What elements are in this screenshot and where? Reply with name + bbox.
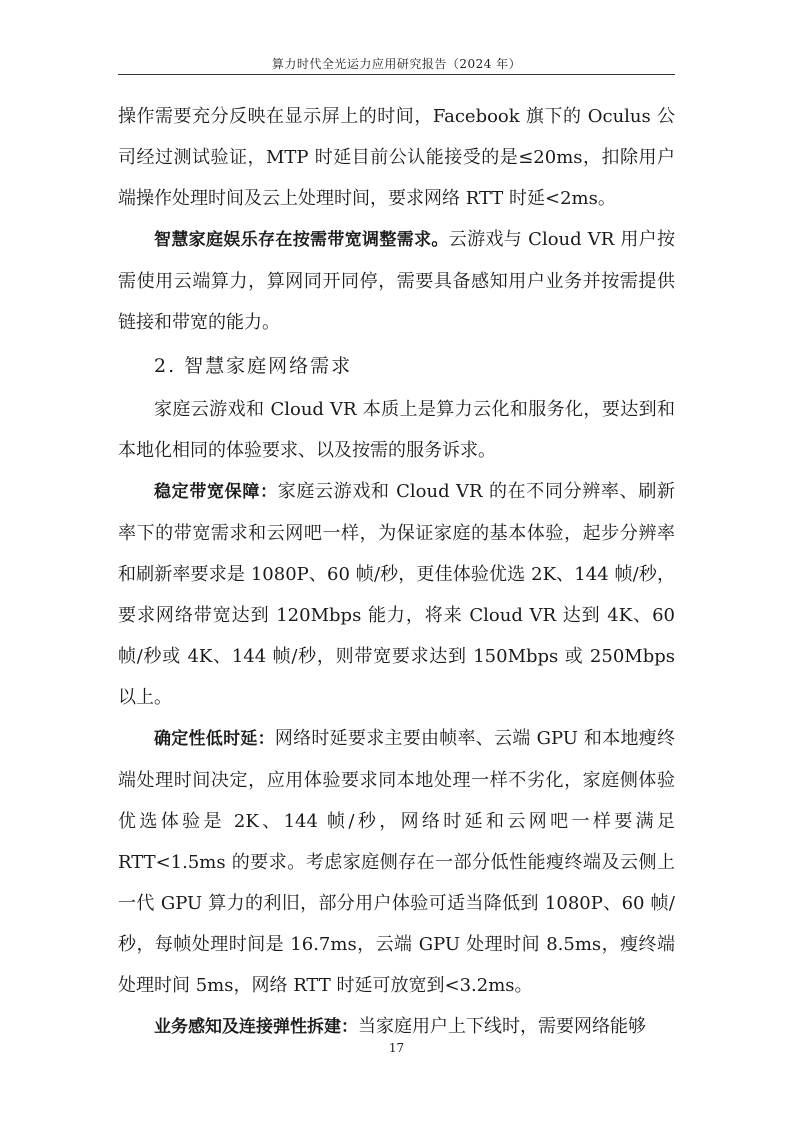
- paragraph-text: 网络时延要求主要由帧率、云端 GPU 和本地瘦终端处理时间决定，应用体验要求同本地处理一样不劣化，家庭侧体验优选体验是 2K、144 帧/秒，网络时延和云网吧一样要满足 RTT<1.5ms 的要求。考虑家庭侧存在一部分低性能瘦终端及云侧上一代 GPU 算力的利旧，部分用户体验可适当降低到 1080P、60 帧/秒，每帧处理时间是 16.7ms，云端 GPU 处理时间 8.5ms，瘦终端处理时间 5ms，网络 RTT 时延可放宽到<3.2ms。: [118, 728, 675, 996]
- paragraph-on-demand-bandwidth: [118, 219, 675, 343]
- page-number: 17: [388, 1041, 405, 1055]
- paragraph-low-latency: [118, 718, 675, 1006]
- paragraph-lead-bold: 确定性低时延：: [154, 729, 275, 749]
- section-heading: 2. 智慧家庭网络需求: [154, 355, 353, 377]
- paragraph-lead-bold: 稳定带宽保障：: [154, 482, 278, 502]
- paragraph-text: 当家庭用户上下线时，需要网络能够: [358, 1016, 646, 1037]
- paragraph-stable-bandwidth: [118, 471, 675, 718]
- running-header: 算力时代全光运力应用研究报告（2024 年）: [271, 57, 522, 71]
- page-body: [118, 96, 675, 1048]
- header-divider: [118, 74, 675, 75]
- paragraph-cloud-gaming-intro: 家庭云游戏和 Cloud VR 本质上是算力云化和服务化，要达到和本地化相同的体验要求、以及按需的服务诉求。: [118, 399, 675, 461]
- paragraph-lead-bold: 智慧家庭娱乐存在按需带宽调整需求。: [154, 230, 449, 250]
- paragraph-mtp-latency: 操作需要充分反映在显示屏上的时间，Facebook 旗下的 Oculus 公司经过测试验证，MTP 时延目前公认能接受的是≤20ms，扣除用户端操作处理时间及云上处理时间，要求网络 RTT 时延<2ms。: [118, 106, 675, 209]
- paragraph-lead-bold: 业务感知及连接弹性拆建：: [154, 1017, 358, 1037]
- paragraph-text: 家庭云游戏和 Cloud VR 的在不同分辨率、刷新率下的带宽需求和云网吧一样，为保证家庭的基本体验，起步分辨率和刷新率要求是 1080P、60 帧/秒，更佳体验优选 2K、144 帧/秒，要求网络带宽达到 120Mbps 能力，将来 Cloud VR 达到 4K、60 帧/秒或 4K、144 帧/秒，则带宽要求达到 150Mbps 或 250Mbps 以上。: [118, 481, 675, 708]
- paragraph-text: 云游戏与 Cloud VR 用户按需使用云端算力，算网同开同停，需要具备感知用户业务并按需提供链接和带宽的能力。: [118, 229, 676, 333]
